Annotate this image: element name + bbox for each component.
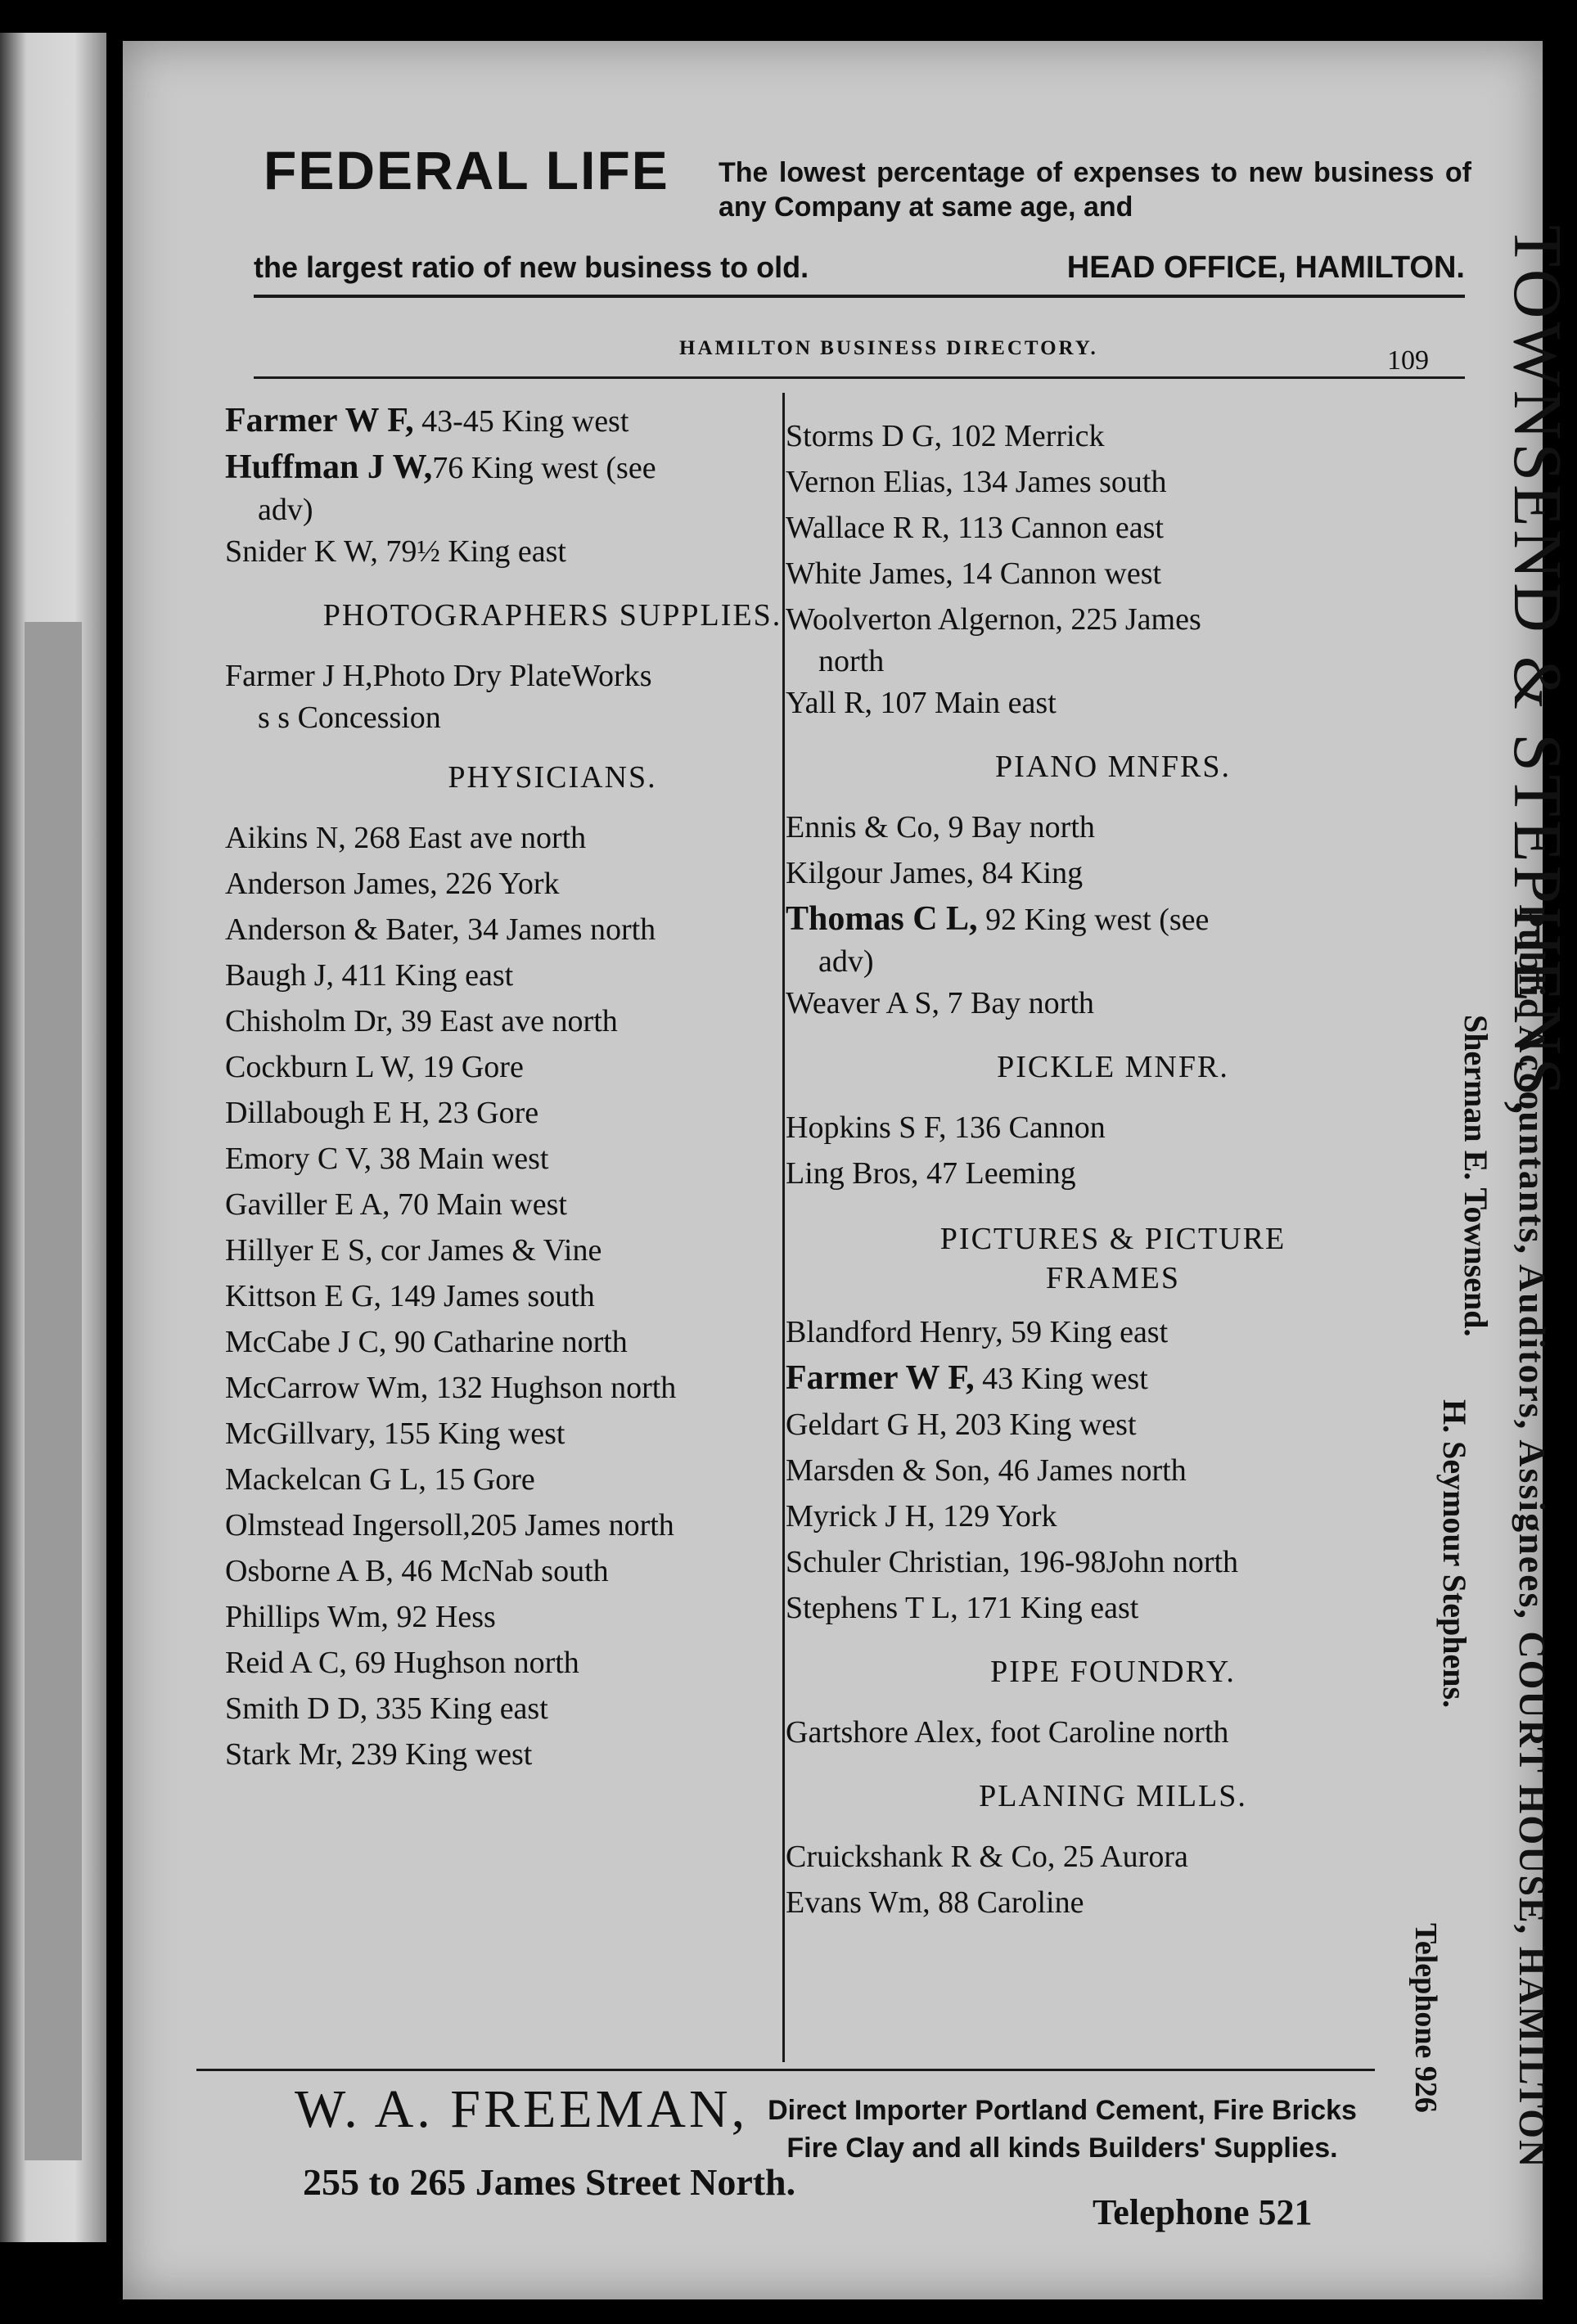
entry-address: 9 Bay north [939, 810, 1095, 844]
directory-entry: McGillvary, 155 King west [225, 1416, 565, 1451]
directory-entry: Chisholm Dr, 39 East ave north [225, 1004, 618, 1038]
physicians-heading: PHYSICIANS. [448, 760, 657, 795]
entry-address: 102 Merrick [942, 419, 1105, 453]
directory-entry: Aikins N, 268 East ave north [225, 821, 587, 855]
entry-continuation: s s Concession [258, 700, 441, 735]
entry-name: Farmer W F, [786, 1359, 975, 1397]
directory-entry [786, 413, 1440, 459]
running-head: HAMILTON BUSINESS DIRECTORY. [679, 337, 1098, 359]
entry-name: Marsden & Son, [786, 1453, 991, 1488]
directory-entry: Anderson & Bater, 34 James north [225, 912, 656, 947]
pictures-heading-line1: PICTURES & PICTURE [939, 1222, 1286, 1256]
entry-address: 14 Cannon west [953, 556, 1162, 591]
federal-life-head-office: HEAD OFFICE, HAMILTON. [1066, 250, 1465, 285]
piano-manufacturers-list [786, 804, 1440, 1026]
entry-name: White James, [786, 556, 953, 591]
header-rule-bottom [254, 376, 1465, 379]
directory-entry [786, 1493, 1440, 1539]
entry-name: Storms D G, [786, 419, 943, 453]
directory-entry: Phillips Wm, 92 Hess [225, 1600, 496, 1634]
directory-entry: Anderson James, 226 York [225, 867, 560, 901]
directory-page [123, 41, 1575, 2299]
directory-entry [786, 980, 1440, 1026]
entry-address: 196-98John north [1010, 1545, 1239, 1579]
entry-address: 43-45 King west [413, 404, 629, 439]
side-ad-title: TOWNSEND & STEPHENS, [1499, 225, 1575, 1120]
directory-entry [786, 850, 1440, 896]
directory-entry [225, 529, 880, 574]
entry-name: Geldart G H, [786, 1407, 948, 1442]
side-ad-partner-1: Sherman E. Townsend. [1458, 1015, 1494, 1337]
directory-entry: Baugh J, 411 King east [225, 958, 514, 993]
entry-address: 79½ King east [377, 534, 566, 569]
directory-entry: Hillyer E S, cor James & Vine [225, 1233, 602, 1268]
directory-entry [786, 680, 1440, 726]
entry-continuation: adv) [258, 493, 313, 527]
directory-entry: Emory C V, 38 Main west [225, 1142, 549, 1176]
freeman-name: W. A. FREEMAN, [295, 2079, 749, 2139]
directory-entry [786, 804, 1440, 850]
directory-entry: Cruickshank R & Co, 25 Aurora [786, 1840, 1188, 1874]
left-top-entries [225, 398, 880, 574]
side-ad-telephone: Telephone 926 [1408, 1923, 1443, 2113]
planing-mills-list [786, 1834, 1440, 1925]
entry-name: Wallace R R, [786, 511, 950, 545]
page-edge-shadow [25, 622, 82, 2160]
entry-name: Blandford Henry, [786, 1315, 1003, 1349]
directory-entry: Osborne A B, 46 McNab south [225, 1554, 609, 1588]
directory-entry: Stark Mr, 239 King west [225, 1737, 533, 1772]
entry-address: 113 Cannon east [949, 511, 1164, 545]
entry-name: Woolverton Algernon, [786, 602, 1063, 637]
entry-name: Weaver A S, [786, 986, 939, 1020]
directory-entry: Smith D D, 335 King east [225, 1691, 548, 1726]
pictures-heading-line2: FRAMES [1045, 1261, 1181, 1295]
planing-mills-heading: PLANING MILLS. [979, 1779, 1247, 1813]
entry-address: 203 King west [947, 1407, 1137, 1442]
pipe-foundry-heading: PIPE FOUNDRY. [990, 1655, 1236, 1689]
federal-life-ratio: the largest ratio of new business to old. [254, 250, 809, 284]
page-number: 109 [1387, 345, 1429, 376]
entry-continuation: north [818, 644, 885, 678]
entry-address: 84 King [974, 856, 1084, 890]
piano-manufacturers-heading: PIANO MNFRS. [995, 750, 1231, 784]
side-ad-description: Public Accountants, Auditors, Assignees, COURT HOUSE, HAMILTON [1512, 904, 1553, 2169]
directory-entry [786, 1539, 1440, 1585]
entry-name: Ennis & Co, [786, 810, 940, 844]
header-rule-top [254, 295, 1465, 298]
entry-name: Stephens T L, [786, 1591, 958, 1625]
pictures-list [786, 1309, 1440, 1631]
left-column [225, 398, 880, 1777]
directory-entry: Mackelcan G L, 15 Gore [225, 1462, 535, 1497]
entry-name: Huffman J W, [225, 448, 433, 486]
directory-entry [786, 1585, 1440, 1631]
entry-address: 46 James north [990, 1453, 1187, 1488]
directory-entry [786, 505, 1440, 551]
freeman-description: Direct Importer Portland Cement, Fire Bricks Fire Clay and all kinds Builders' Supplies. [768, 2095, 1357, 2164]
entry-address: 59 King east [1003, 1315, 1169, 1349]
entry-name: Snider K W, [225, 534, 378, 569]
directory-entry [225, 653, 880, 736]
pipe-foundry-list [786, 1709, 1440, 1755]
directory-entry [786, 1355, 1440, 1402]
federal-life-title: FEDERAL LIFE [264, 140, 669, 200]
directory-entry [225, 398, 880, 444]
entry-address: 92 King west (see [977, 903, 1210, 937]
freeman-address: 255 to 265 James Street North. [303, 2161, 796, 2203]
right-top-entries [786, 413, 1440, 726]
side-ad-partner-2: H. Seymour Stephens. [1436, 1399, 1473, 1709]
entry-address: Photo Dry PlateWorks [372, 659, 652, 693]
directory-entry [786, 896, 1440, 980]
entry-name: Vernon Elias, [786, 465, 953, 499]
photographers-supplies-list [225, 653, 880, 736]
freeman-telephone: Telephone 521 [1093, 2192, 1313, 2232]
entry-address: 134 James south [953, 465, 1167, 499]
footer-rule [196, 2069, 1375, 2071]
entry-address: 76 King west (see [432, 451, 656, 485]
entry-address: 7 Bay north [939, 986, 1094, 1020]
entry-name: Farmer J H, [225, 659, 373, 693]
physicians-list [225, 815, 880, 1777]
adjacent-page-edge [0, 33, 106, 2242]
federal-life-tagline: The lowest percentage of expenses to new business of any Company at same age, and [719, 157, 1471, 223]
directory-entry [786, 597, 1440, 680]
right-column [786, 413, 1440, 1925]
directory-entry: Evans Wm, 88 Caroline [786, 1885, 1084, 1920]
directory-entry: Olmstead Ingersoll,205 James north [225, 1508, 674, 1543]
directory-entry: Gaviller E A, 70 Main west [225, 1187, 567, 1222]
entry-name: Myrick J H, [786, 1499, 935, 1534]
entry-name: Kilgour James, [786, 856, 975, 890]
entry-name: Schuler Christian, [786, 1545, 1011, 1579]
directory-entry [786, 551, 1440, 597]
entry-address: 43 King west [974, 1362, 1148, 1396]
directory-entry: Kittson E G, 149 James south [225, 1279, 595, 1313]
directory-entry [786, 1448, 1440, 1493]
pictures-heading [786, 1219, 1440, 1298]
entry-name: Farmer W F, [225, 402, 414, 439]
entry-address: 225 James [1062, 602, 1201, 637]
entry-name: Yall R, [786, 686, 872, 720]
directory-entry [225, 444, 880, 529]
entry-address: 129 York [935, 1499, 1057, 1534]
directory-entry: Dillabough E H, 23 Gore [225, 1096, 539, 1130]
entry-address: 171 King east [957, 1591, 1139, 1625]
directory-entry: Reid A C, 69 Hughson north [225, 1646, 579, 1680]
directory-entry: McCabe J C, 90 Catharine north [225, 1325, 628, 1359]
directory-entry: Gartshore Alex, foot Caroline north [786, 1715, 1229, 1750]
directory-entry [786, 459, 1440, 505]
entry-continuation: adv) [818, 944, 874, 979]
pickle-manufacturer-heading: PICKLE MNFR. [997, 1050, 1229, 1084]
directory-entry [786, 1309, 1440, 1355]
photographers-supplies-heading: PHOTOGRAPHERS SUPPLIES. [322, 598, 782, 633]
directory-entry: McCarrow Wm, 132 Hughson north [225, 1371, 677, 1405]
entry-name: Thomas C L, [786, 900, 978, 938]
directory-entry: Hopkins S F, 136 Cannon [786, 1110, 1106, 1145]
directory-entry [786, 1402, 1440, 1448]
entry-address: 107 Main east [872, 686, 1057, 720]
directory-entry: Cockburn L W, 19 Gore [225, 1050, 524, 1084]
federal-life-line2 [254, 250, 1465, 286]
pickle-manufacturer-list [786, 1105, 1440, 1196]
directory-entry: Ling Bros, 47 Leeming [786, 1156, 1076, 1191]
